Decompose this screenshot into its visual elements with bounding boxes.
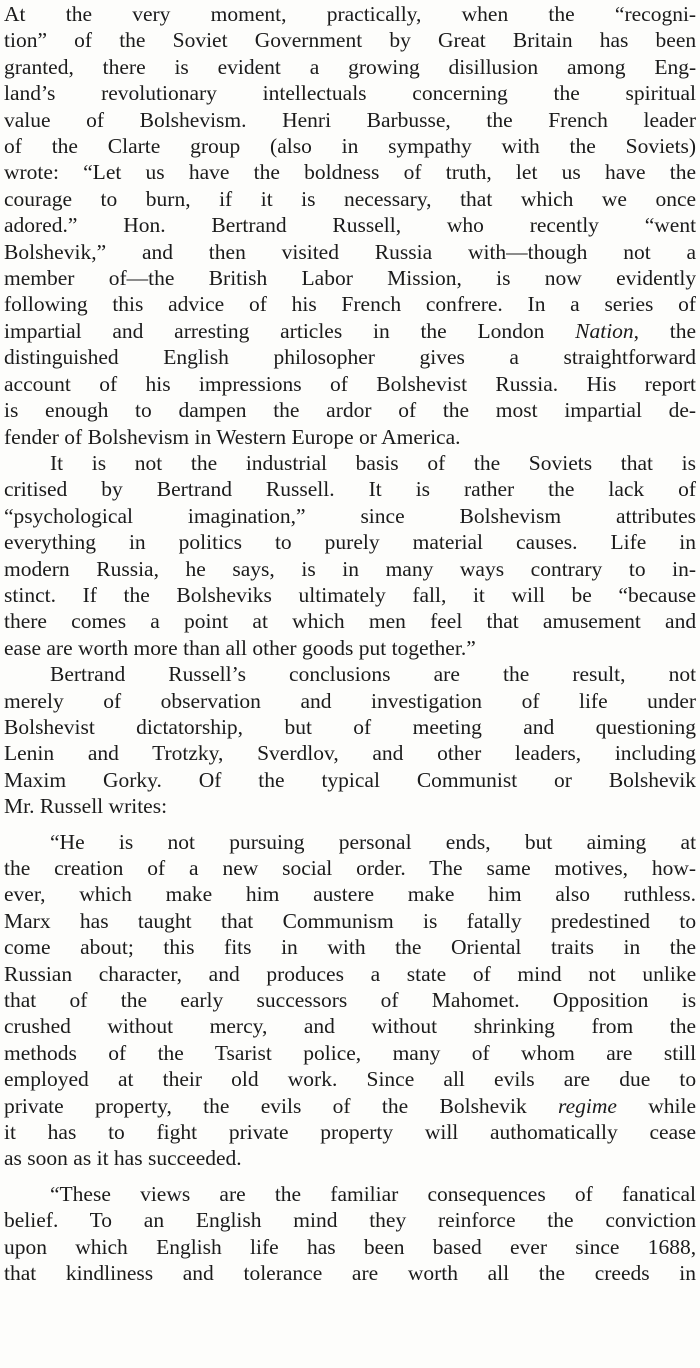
text-line: following this advice of his French confrere. In a series of	[4, 292, 696, 317]
text-line: Bolshevik,” and then visited Russia with—though not a	[4, 239, 696, 264]
text-line: “psychological imagination,” since Bolshevism attributes	[4, 503, 696, 528]
text-line: the creation of a new social order. The same motives, how-	[4, 856, 696, 880]
text-line: “He is not pursuing personal ends, but aiming at	[50, 829, 696, 854]
text-line: belief. To an English mind they reinforce the conviction	[4, 1208, 696, 1233]
text-line: granted, there is evident a growing disillusion among Eng-	[4, 54, 696, 79]
text-line: ease are worth more than all other goods put together.”	[4, 635, 476, 660]
text-line: “These views are the familiar consequences of fanatical	[50, 1181, 696, 1206]
text-line: distinguished English philosopher gives a straightforward	[4, 345, 696, 370]
text-line: critised by Bertrand Russell. It is rather the lack of	[4, 477, 696, 502]
text-line: modern Russia, he says, is in many ways contrary to in-	[4, 556, 696, 581]
text-line: there comes a point at which men feel that amusement and	[4, 609, 696, 634]
text-line: of the Clarte group (also in sympathy with the Soviets)	[4, 134, 696, 159]
text-line: Lenin and Trotzky, Sverdlov, and other leaders, including	[4, 741, 696, 766]
text-line: is enough to dampen the ardor of the most impartial de-	[4, 398, 696, 423]
text-line: that kindliness and tolerance are worth all the creeds in	[4, 1261, 696, 1286]
text-line: Bertrand Russell’s conclusions are the result, not	[50, 662, 696, 687]
text-line: employed at their old work. Since all evils are due to	[4, 1067, 696, 1092]
text-line: stinct. If the Bolsheviks ultimately fall, it will be “because	[4, 582, 696, 607]
paragraph-4	[4, 829, 696, 1172]
text-line: value of Bolshevism. Henri Barbusse, the French leader	[4, 107, 696, 132]
text-line: Marx has taught that Communism is fatally predestined to	[4, 908, 696, 933]
text-line: it has to fight private property will authomatically cease	[4, 1120, 696, 1145]
text-line: Bolshevist dictatorship, but of meeting and questioning	[4, 714, 696, 739]
text-line: private property, the evils of the Bolshevik regime while	[4, 1093, 696, 1118]
paragraph-5	[4, 1181, 696, 1287]
text-line: everything in politics to purely material causes. Life in	[4, 530, 696, 555]
text-line: member of—the British Labor Mission, is now evidently	[4, 266, 696, 291]
text-line: courage to burn, if it is necessary, that which we once	[4, 186, 696, 211]
text-line: Mr. Russell writes:	[4, 794, 168, 819]
text-line: account of his impressions of Bolshevist Russia. His report	[4, 371, 696, 396]
text-line: Maxim Gorky. Of the typical Communist or Bolshevik	[4, 767, 696, 792]
text-line: impartial and arresting articles in the London Nation, the	[4, 318, 696, 343]
text-line: come about; this fits in with the Oriental traits in the	[4, 935, 696, 960]
text-line: merely of observation and investigation of life under	[4, 688, 696, 713]
text-line: that of the early successors of Mahomet. Opposition is	[4, 988, 696, 1013]
text-line: Russian character, and produces a state of mind not unlike	[4, 961, 696, 986]
text-line: fender of Bolshevism in Western Europe or America.	[4, 424, 461, 449]
text-line: as soon as it has succeeded.	[4, 1146, 242, 1171]
text-line: At the very moment, practically, when the “recogni-	[4, 2, 696, 26]
text-line: crushed without mercy, and without shrinking from the	[4, 1014, 696, 1039]
paragraph-2	[4, 450, 696, 661]
text-line: adored.” Hon. Bertrand Russell, who recently “went	[4, 213, 696, 238]
text-line: methods of the Tsarist police, many of whom are still	[4, 1040, 696, 1065]
text-line: ever, which make him austere make him also ruthless.	[4, 882, 696, 907]
text-line: It is not the industrial basis of the Soviets that is	[50, 450, 696, 475]
text-line: wrote: “Let us have the boldness of truth, let us have the	[4, 160, 696, 185]
text-line: upon which English life has been based ever since 1688,	[4, 1234, 696, 1259]
text-line: land’s revolutionary intellectuals concerning the spiritual	[4, 81, 696, 106]
paragraph-1	[4, 1, 696, 450]
text-line: tion” of the Soviet Government by Great Britain has been	[4, 28, 696, 53]
paragraph-3	[4, 661, 696, 819]
